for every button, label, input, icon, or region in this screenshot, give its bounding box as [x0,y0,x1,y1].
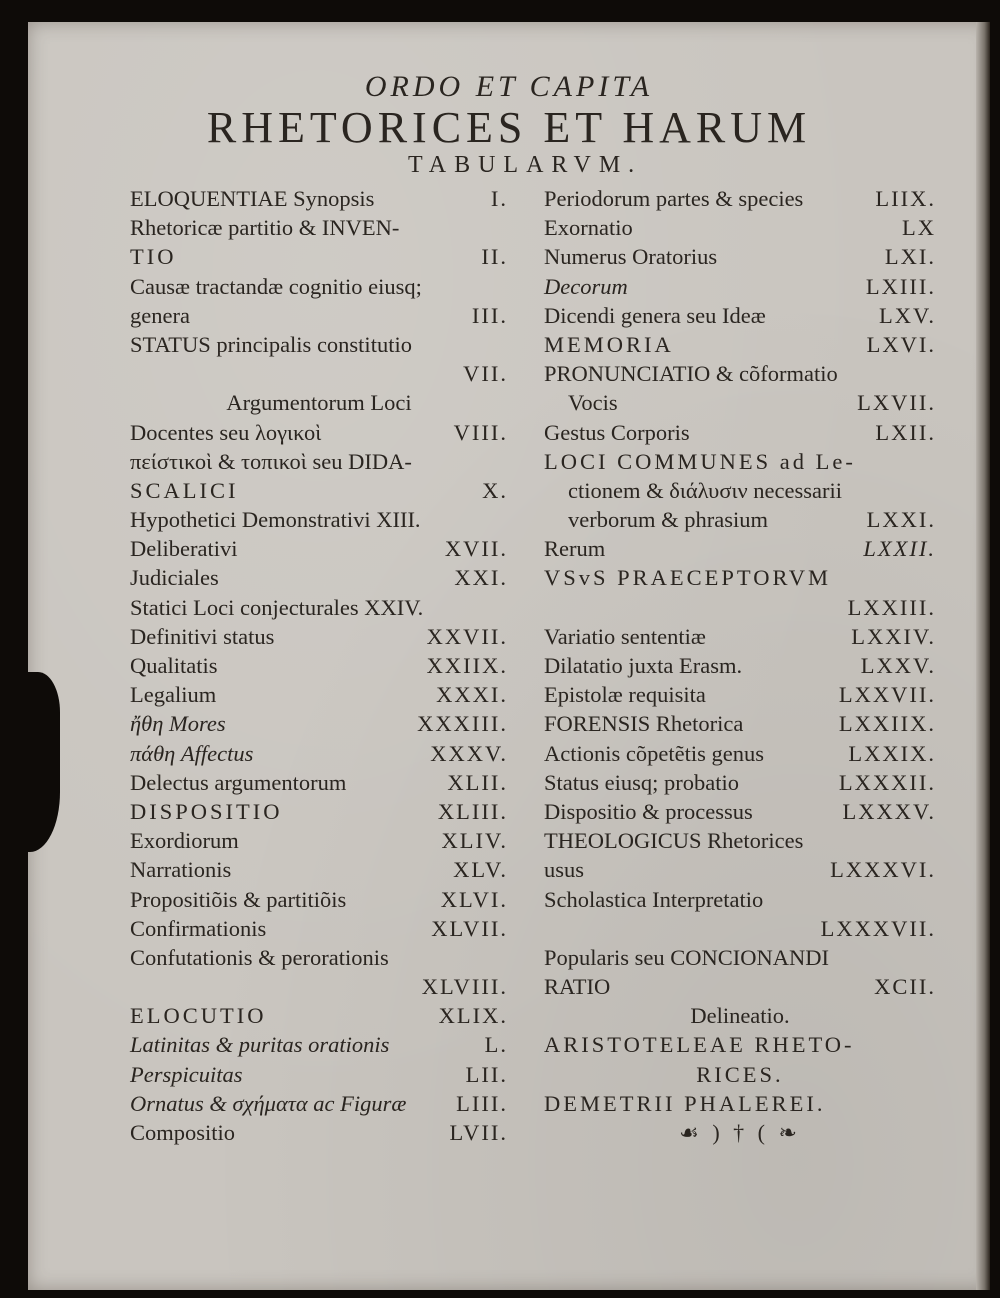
entry-number: X. [482,477,508,503]
entry-text: Causæ tractandæ cognitio eiusq; [130,273,422,299]
entry-row [544,388,936,417]
entry-number: LXIII. [865,273,936,299]
entry-text: Ornatus & σχήματα ac Figuræ [130,1090,407,1116]
entry-row [544,972,936,1001]
entry-number: XLVII. [431,915,508,941]
entry-row [130,768,508,797]
entry-number: LIIX. [875,186,936,211]
entry-text: Scholastica Interpretatio [544,886,764,912]
entry-row [544,680,936,709]
entry-text: Compositio [130,1120,236,1145]
entry-number: XLVIII. [421,974,508,1000]
entry-number: XXXIII. [417,711,508,737]
entry-text: Statici Loci conjecturales XXIV. [130,594,424,620]
entry-text: SCALICI [130,477,239,503]
entry-row [130,1060,508,1089]
entry-row [130,388,508,417]
entry-row [130,914,508,943]
entry-row [544,914,936,943]
entry-row [544,418,936,447]
entry-row [544,797,936,826]
entry-number: LXXVII. [838,682,936,708]
entry-row [544,301,936,330]
entry-number: I. [490,186,508,211]
entry-text: TIO [130,244,177,270]
entry-row [544,505,936,534]
entry-number: XXI. [454,565,508,591]
entry-text: Epistolæ requisita [544,682,706,708]
entry-text: VSvS PRAECEPTORVM [544,565,831,591]
entry-text: πάθη Affectus [130,740,254,766]
title-line-2: RHETORICES ET HARUM [206,103,812,152]
entry-text: ARISTOTELEAE RHETO- [544,1032,855,1058]
entry-row [544,184,936,213]
entry-number: VIII. [453,419,508,445]
entry-text: Legalium [130,682,217,708]
entry-number: LXXXVI. [830,857,936,883]
entry-number: XLIV. [441,828,508,854]
entry-row [130,447,508,476]
entry-text: Deliberativi [130,536,238,562]
fleuron-ornament: ☙ ) † ( ❧ [679,1120,801,1145]
entry-text: ἤθη Mores [130,711,226,737]
entry-text: Dilatatio juxta Erasm. [544,653,743,678]
entry-text: Periodorum partes & species [544,186,804,211]
entry-number: XLIX. [438,1003,508,1029]
entry-number: LVII. [449,1120,508,1145]
entry-number: III. [471,302,508,328]
entry-text: RATIO [544,974,611,1000]
entry-number: LX [902,215,936,241]
entry-number: XLVI. [440,886,508,912]
entry-row [544,622,936,651]
entry-number: LXV. [879,302,936,328]
entry-number: LXXIV. [851,623,936,649]
entry-number: XXXI. [436,682,508,708]
entry-row [544,272,936,301]
entry-number: II. [481,244,508,270]
entry-row [130,680,508,709]
entry-number: LXXXVII. [820,915,936,941]
entry-text: Docentes seu λογικοὶ [130,419,322,445]
title-line-1: ORDO ET CAPITA [364,70,654,103]
entry-text: LOCI COMMUNES ad Le- [544,448,856,474]
entry-text: Hypothetici Demonstrativi XIII. [130,507,421,533]
entry-number: LXXIII. [847,594,936,620]
entry-text: RICES. [696,1061,784,1087]
entry-row [130,826,508,855]
entry-row [544,593,936,622]
entry-text: Confirmationis [130,915,267,941]
entry-text: PRONUNCIATIO & cõformatio [544,361,838,387]
entry-text: Confutationis & perorationis [130,944,389,970]
entry-number: LXXI. [866,507,936,533]
entry-row [130,272,508,301]
entry-text: ELOQUENTIAE Synopsis [130,186,375,211]
entry-text: Argumentorum Loci [226,390,412,416]
entry-row [544,855,936,884]
entry-text: DISPOSITIO [130,798,283,824]
entry-text: Actionis cõpetẽtis genus [544,740,764,766]
entry-number: XLV. [453,857,508,883]
entry-text: Delectus argumentorum [130,769,347,795]
entry-number: XLII. [447,769,508,795]
entry-text: Latinitas & puritas orationis [130,1032,390,1058]
entry-number: LII. [465,1061,508,1087]
entry-number: VII. [463,361,508,387]
entry-text: Dicendi genera seu Ideæ [544,302,766,328]
entry-row [544,330,936,359]
entry-row [544,709,936,738]
page-edge [976,22,990,1290]
entry-number: LIII. [456,1090,508,1116]
entry-row [130,1118,508,1147]
entry-number: LXVI. [866,331,936,357]
entry-number: LXXIIX. [838,711,936,737]
entry-text: Status eiusq; probatio [544,769,739,795]
entry-row [544,885,936,914]
entry-row [130,797,508,826]
entry-number: XCII. [874,974,936,1000]
entry-row [544,213,936,242]
entry-row [130,709,508,738]
entry-text: verborum & phrasium [568,507,768,533]
entry-text: Vocis [568,390,618,416]
entry-row [130,418,508,447]
entry-row [544,1118,936,1147]
entry-text: Narrationis [130,857,232,883]
entry-text: Perspicuitas [130,1061,243,1087]
entry-text: Delineatio. [690,1003,790,1029]
entry-number: XVII. [444,536,508,562]
entry-text: Rhetoricæ partitio & INVEN- [130,215,400,241]
entry-number: XXXV. [430,740,508,766]
entry-text: Definitivi status [130,623,275,649]
entry-text: Decorum [544,273,628,299]
entry-row [130,593,508,622]
entry-row [130,622,508,651]
entry-text: ctionem & διάλυσιν necessarii [568,477,842,503]
entry-row [544,1060,936,1089]
entry-text: STATUS principalis constitutio [130,331,412,357]
entry-text: Gestus Corporis [544,419,690,445]
entry-row [130,184,508,213]
entry-row [544,242,936,271]
title-line-3: TABULARVM. [408,152,643,178]
entry-row [130,943,508,972]
entry-row [130,651,508,680]
entry-number: LXXXV. [842,798,936,824]
entry-row [544,651,936,680]
entry-row [130,1089,508,1118]
entry-row [544,476,936,505]
entry-row [130,1030,508,1059]
entry-row [130,476,508,505]
entry-row [130,213,508,242]
entry-row [130,855,508,884]
entry-text: Judiciales [130,565,219,591]
entry-number: LXII. [875,419,936,445]
entry-text: Rerum [544,536,606,562]
entry-text: Popularis seu CONCIONANDI [544,944,829,970]
entry-row [130,972,508,1001]
entry-row [544,534,936,563]
entry-number: LXXIX. [848,740,936,766]
entry-text: genera [130,302,190,328]
entry-row [544,447,936,476]
entry-row [544,563,936,592]
entry-text: MEMORIA [544,331,674,357]
entry-row [544,943,936,972]
entry-row [130,359,508,388]
entry-row [130,242,508,271]
entry-row [130,885,508,914]
entry-text: DEMETRII PHALEREI. [544,1090,826,1116]
entry-number: LXXV. [860,653,936,678]
entry-row [130,1001,508,1030]
torn-edge [28,672,60,852]
entry-row [130,739,508,768]
entry-text: THEOLOGICUS Rhetorices [544,828,804,854]
entry-row [544,826,936,855]
entry-row [544,739,936,768]
entry-number: L. [484,1032,508,1058]
entry-row [130,534,508,563]
left-column [130,184,508,1147]
entry-row [130,301,508,330]
entry-text: Dispositio & processus [544,798,753,824]
entry-number: XXIIX. [426,653,508,678]
entry-text: ELOCUTIO [130,1003,267,1029]
entry-number: LXXII. [863,536,936,562]
entry-row [544,1001,936,1030]
right-column [544,184,936,1147]
entry-text: Propositiõis & partitiõis [130,886,347,912]
entry-text: Qualitatis [130,653,218,678]
entry-number: XXVII. [426,623,508,649]
entry-number: LXI. [884,244,936,270]
book-page [28,22,990,1290]
entry-text: πείστικοὶ & τοπικοὶ seu DIDA- [130,448,412,474]
entry-text: FORENSIS Rhetorica [544,711,744,737]
entry-row [544,1089,936,1118]
entry-text: Exordiorum [130,828,239,854]
entry-row [130,330,508,359]
entry-row [544,1030,936,1059]
entry-number: LXXXII. [838,769,936,795]
entry-row [130,563,508,592]
entry-number: XLIII. [437,798,508,824]
entry-row [544,768,936,797]
entry-row [544,359,936,388]
entry-text: Variatio sententiæ [544,623,706,649]
entry-text: Exornatio [544,215,633,241]
entry-number: LXVII. [857,390,936,416]
entry-text: usus [544,857,585,883]
entry-row [130,505,508,534]
entry-text: Numerus Oratorius [544,244,718,270]
